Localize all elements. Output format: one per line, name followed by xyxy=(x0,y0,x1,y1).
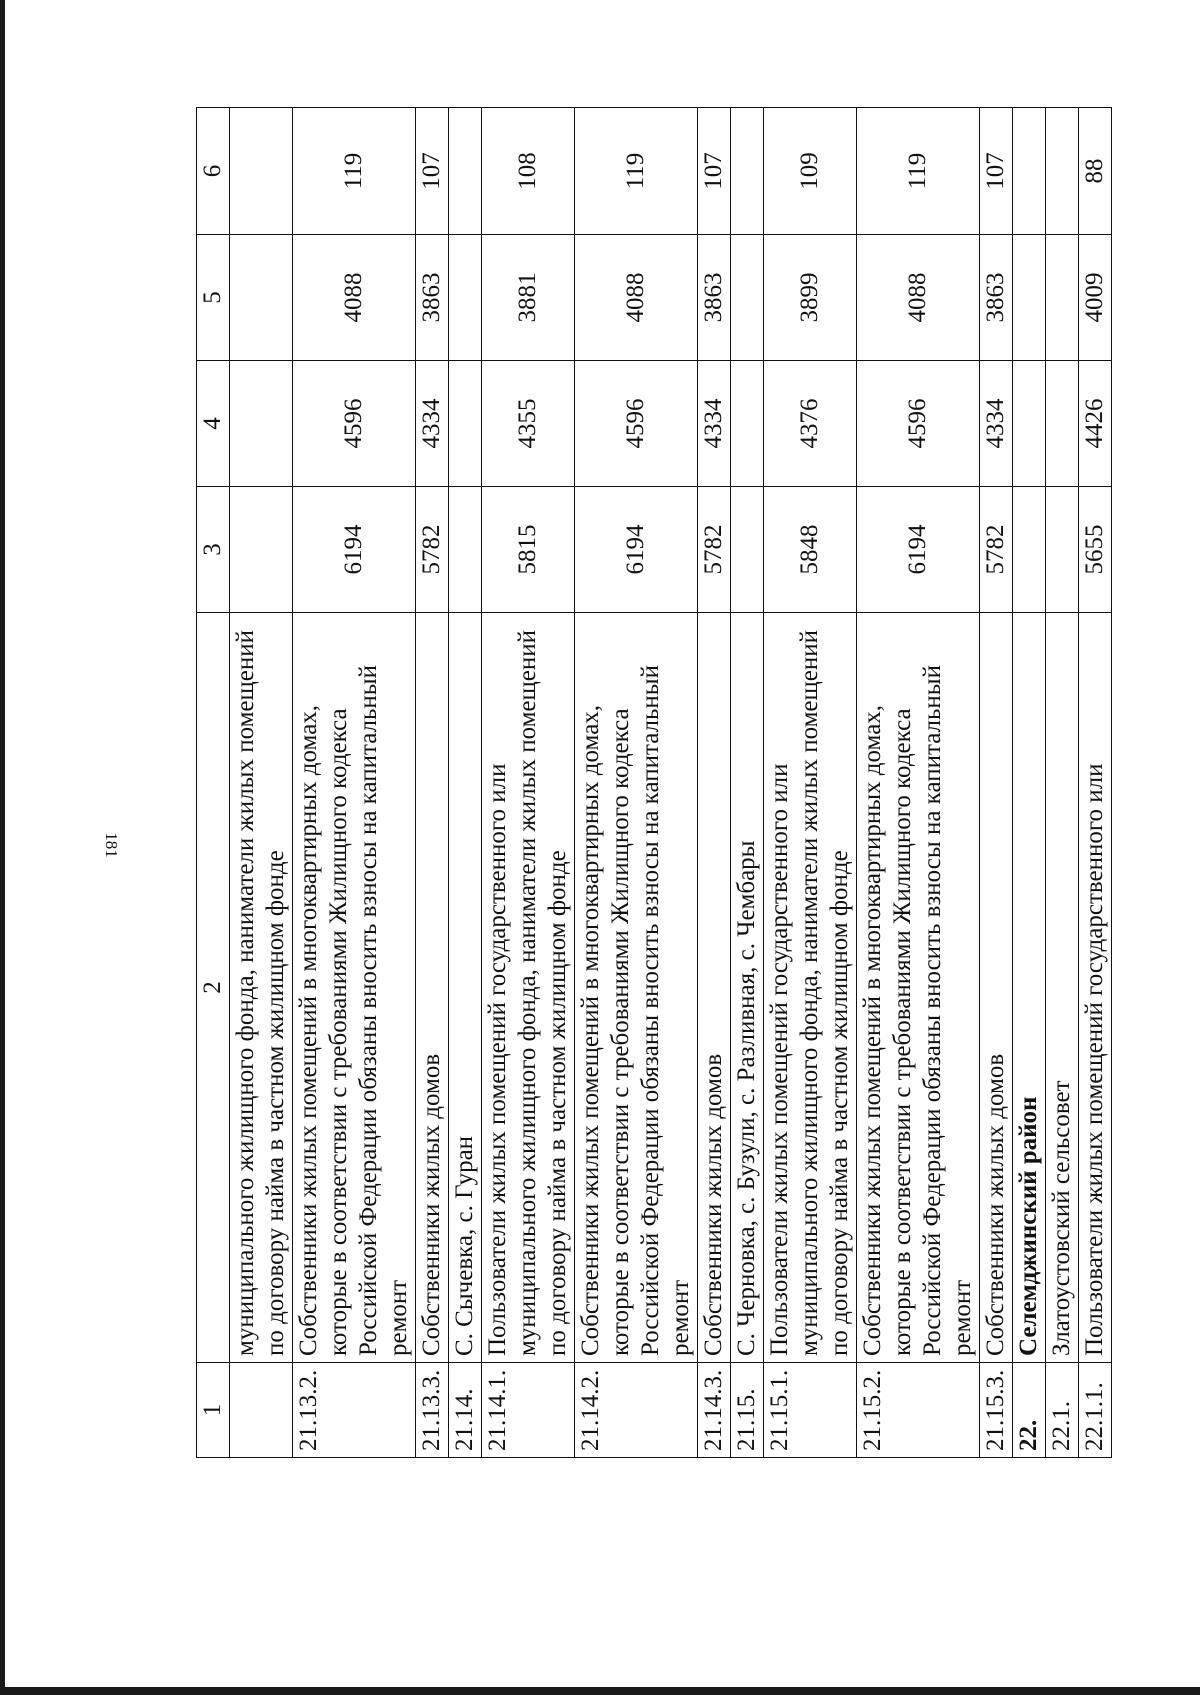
row-description-cell: Пользователи жилых помещений государственного или xyxy=(1079,613,1112,1363)
table-row xyxy=(731,108,764,1458)
row-col6-cell: 107 xyxy=(980,108,1013,235)
row-col4-cell xyxy=(449,361,482,487)
row-col4-cell: 4426 xyxy=(1079,361,1112,487)
header-col-6: 6 xyxy=(197,108,230,235)
row-col4-cell: 4596 xyxy=(575,361,698,487)
table-row xyxy=(1013,108,1046,1458)
row-col4-cell xyxy=(1046,361,1079,487)
row-col4-cell: 4376 xyxy=(764,361,857,487)
row-col3-cell: 5782 xyxy=(416,487,449,613)
table-row xyxy=(764,108,857,1458)
row-code-cell: 22.1. xyxy=(1046,1363,1079,1458)
row-col3-cell: 5782 xyxy=(980,487,1013,613)
row-description-cell: С. Сычевка, с. Гуран xyxy=(449,613,482,1363)
row-code-cell: 21.14.3. xyxy=(698,1363,731,1458)
row-col4-cell: 4334 xyxy=(416,361,449,487)
table-row xyxy=(575,108,698,1458)
table-row xyxy=(293,108,416,1458)
row-description-cell: Собственники жилых помещений в многоквартирных домах, которые в соответствии с требованиями Жилищного кодекса Российской Федерации обязаны вносить взносы на капитальный ремонт xyxy=(575,613,698,1363)
row-col5-cell xyxy=(1046,235,1079,361)
row-col6-cell: 107 xyxy=(698,108,731,235)
row-col3-cell xyxy=(1046,487,1079,613)
row-col4-cell xyxy=(731,361,764,487)
scan-edge-bottom xyxy=(0,1687,1200,1695)
row-description-cell: Собственники жилых домов xyxy=(698,613,731,1363)
row-col3-cell: 5782 xyxy=(698,487,731,613)
row-col5-cell xyxy=(230,235,293,361)
row-code-cell: 21.15. xyxy=(731,1363,764,1458)
row-col4-cell xyxy=(1013,361,1046,487)
row-code-cell: 21.15.2. xyxy=(857,1363,980,1458)
header-col-2: 2 xyxy=(197,613,230,1363)
tariff-table xyxy=(196,107,1112,1458)
header-col-4: 4 xyxy=(197,361,230,487)
header-col-3: 3 xyxy=(197,487,230,613)
row-code-cell: 21.14.2. xyxy=(575,1363,698,1458)
row-col5-cell: 3899 xyxy=(764,235,857,361)
row-col3-cell xyxy=(449,487,482,613)
row-code-cell: 21.15.1. xyxy=(764,1363,857,1458)
row-description-cell: Селемджинский район xyxy=(1013,613,1046,1363)
row-col3-cell: 5815 xyxy=(482,487,575,613)
row-col5-cell: 4088 xyxy=(575,235,698,361)
row-description-cell: Пользователи жилых помещений государственного или муниципального жилищного фонда, наниматели жилых помещений по договору найма в частном жилищном фонде xyxy=(764,613,857,1363)
row-code-cell: 22.1.1. xyxy=(1079,1363,1112,1458)
row-col5-cell xyxy=(449,235,482,361)
row-code-cell: 21.14. xyxy=(449,1363,482,1458)
header-col-5: 5 xyxy=(197,235,230,361)
row-col5-cell: 4009 xyxy=(1079,235,1112,361)
row-col4-cell: 4355 xyxy=(482,361,575,487)
row-col6-cell: 119 xyxy=(575,108,698,235)
row-col3-cell: 6194 xyxy=(293,487,416,613)
scan-edge-left xyxy=(0,0,5,1695)
row-code-cell: 21.14.1. xyxy=(482,1363,575,1458)
row-description-cell: Собственники жилых домов xyxy=(980,613,1013,1363)
table-row xyxy=(980,108,1013,1458)
row-col6-cell: 88 xyxy=(1079,108,1112,235)
row-col4-cell: 4596 xyxy=(293,361,416,487)
row-code-cell: 21.15.3. xyxy=(980,1363,1013,1458)
row-col6-cell: 109 xyxy=(764,108,857,235)
row-code-cell xyxy=(230,1363,293,1458)
row-col5-cell: 3863 xyxy=(980,235,1013,361)
table-row xyxy=(482,108,575,1458)
row-col5-cell: 4088 xyxy=(857,235,980,361)
row-col3-cell xyxy=(1013,487,1046,613)
table-row xyxy=(449,108,482,1458)
row-col6-cell: 107 xyxy=(416,108,449,235)
row-col3-cell xyxy=(731,487,764,613)
table-row xyxy=(416,108,449,1458)
row-col3-cell: 6194 xyxy=(575,487,698,613)
page-number: 181 xyxy=(102,832,121,858)
header-col-1: 1 xyxy=(197,1363,230,1458)
row-col6-cell xyxy=(1046,108,1079,235)
row-code-cell: 21.13.3. xyxy=(416,1363,449,1458)
row-col4-cell: 4334 xyxy=(698,361,731,487)
rotated-table-container xyxy=(196,108,1108,1458)
row-code-cell: 22. xyxy=(1013,1363,1046,1458)
row-col4-cell: 4596 xyxy=(857,361,980,487)
row-description-cell: Собственники жилых помещений в многоквартирных домах, которые в соответствии с требованиями Жилищного кодекса Российской Федерации обязаны вносить взносы на капитальный ремонт xyxy=(293,613,416,1363)
table-row xyxy=(1046,108,1079,1458)
row-code-cell: 21.13.2. xyxy=(293,1363,416,1458)
row-col6-cell: 108 xyxy=(482,108,575,235)
row-col4-cell xyxy=(230,361,293,487)
table-header-row xyxy=(197,108,230,1458)
table-row xyxy=(698,108,731,1458)
table-row xyxy=(1079,108,1112,1458)
row-col3-cell: 6194 xyxy=(857,487,980,613)
table-body xyxy=(197,108,1112,1458)
row-col6-cell xyxy=(1013,108,1046,235)
row-col5-cell: 3863 xyxy=(698,235,731,361)
row-col6-cell: 119 xyxy=(293,108,416,235)
row-col3-cell xyxy=(230,487,293,613)
row-col6-cell xyxy=(230,108,293,235)
row-description-cell: Собственники жилых домов xyxy=(416,613,449,1363)
row-col5-cell: 3881 xyxy=(482,235,575,361)
table-row xyxy=(857,108,980,1458)
row-col6-cell xyxy=(449,108,482,235)
row-description-cell: Пользователи жилых помещений государственного или муниципального жилищного фонда, наниматели жилых помещений по договору найма в частном жилищном фонде xyxy=(482,613,575,1363)
row-col3-cell: 5848 xyxy=(764,487,857,613)
row-col6-cell: 119 xyxy=(857,108,980,235)
row-description-cell: Златоустовский сельсовет xyxy=(1046,613,1079,1363)
row-description-cell: С. Черновка, с. Бузули, с. Разливная, с. Чембары xyxy=(731,613,764,1363)
row-description-cell: Собственники жилых помещений в многоквартирных домах, которые в соответствии с требованиями Жилищного кодекса Российской Федерации обязаны вносить взносы на капитальный ремонт xyxy=(857,613,980,1363)
row-col5-cell: 3863 xyxy=(416,235,449,361)
row-col5-cell xyxy=(731,235,764,361)
row-col4-cell: 4334 xyxy=(980,361,1013,487)
table-row xyxy=(230,108,293,1458)
row-description-cell: муниципального жилищного фонда, наниматели жилых помещений по договору найма в частном жилищном фонде xyxy=(230,613,293,1363)
row-col5-cell: 4088 xyxy=(293,235,416,361)
row-col6-cell xyxy=(731,108,764,235)
row-col3-cell: 5655 xyxy=(1079,487,1112,613)
row-col5-cell xyxy=(1013,235,1046,361)
